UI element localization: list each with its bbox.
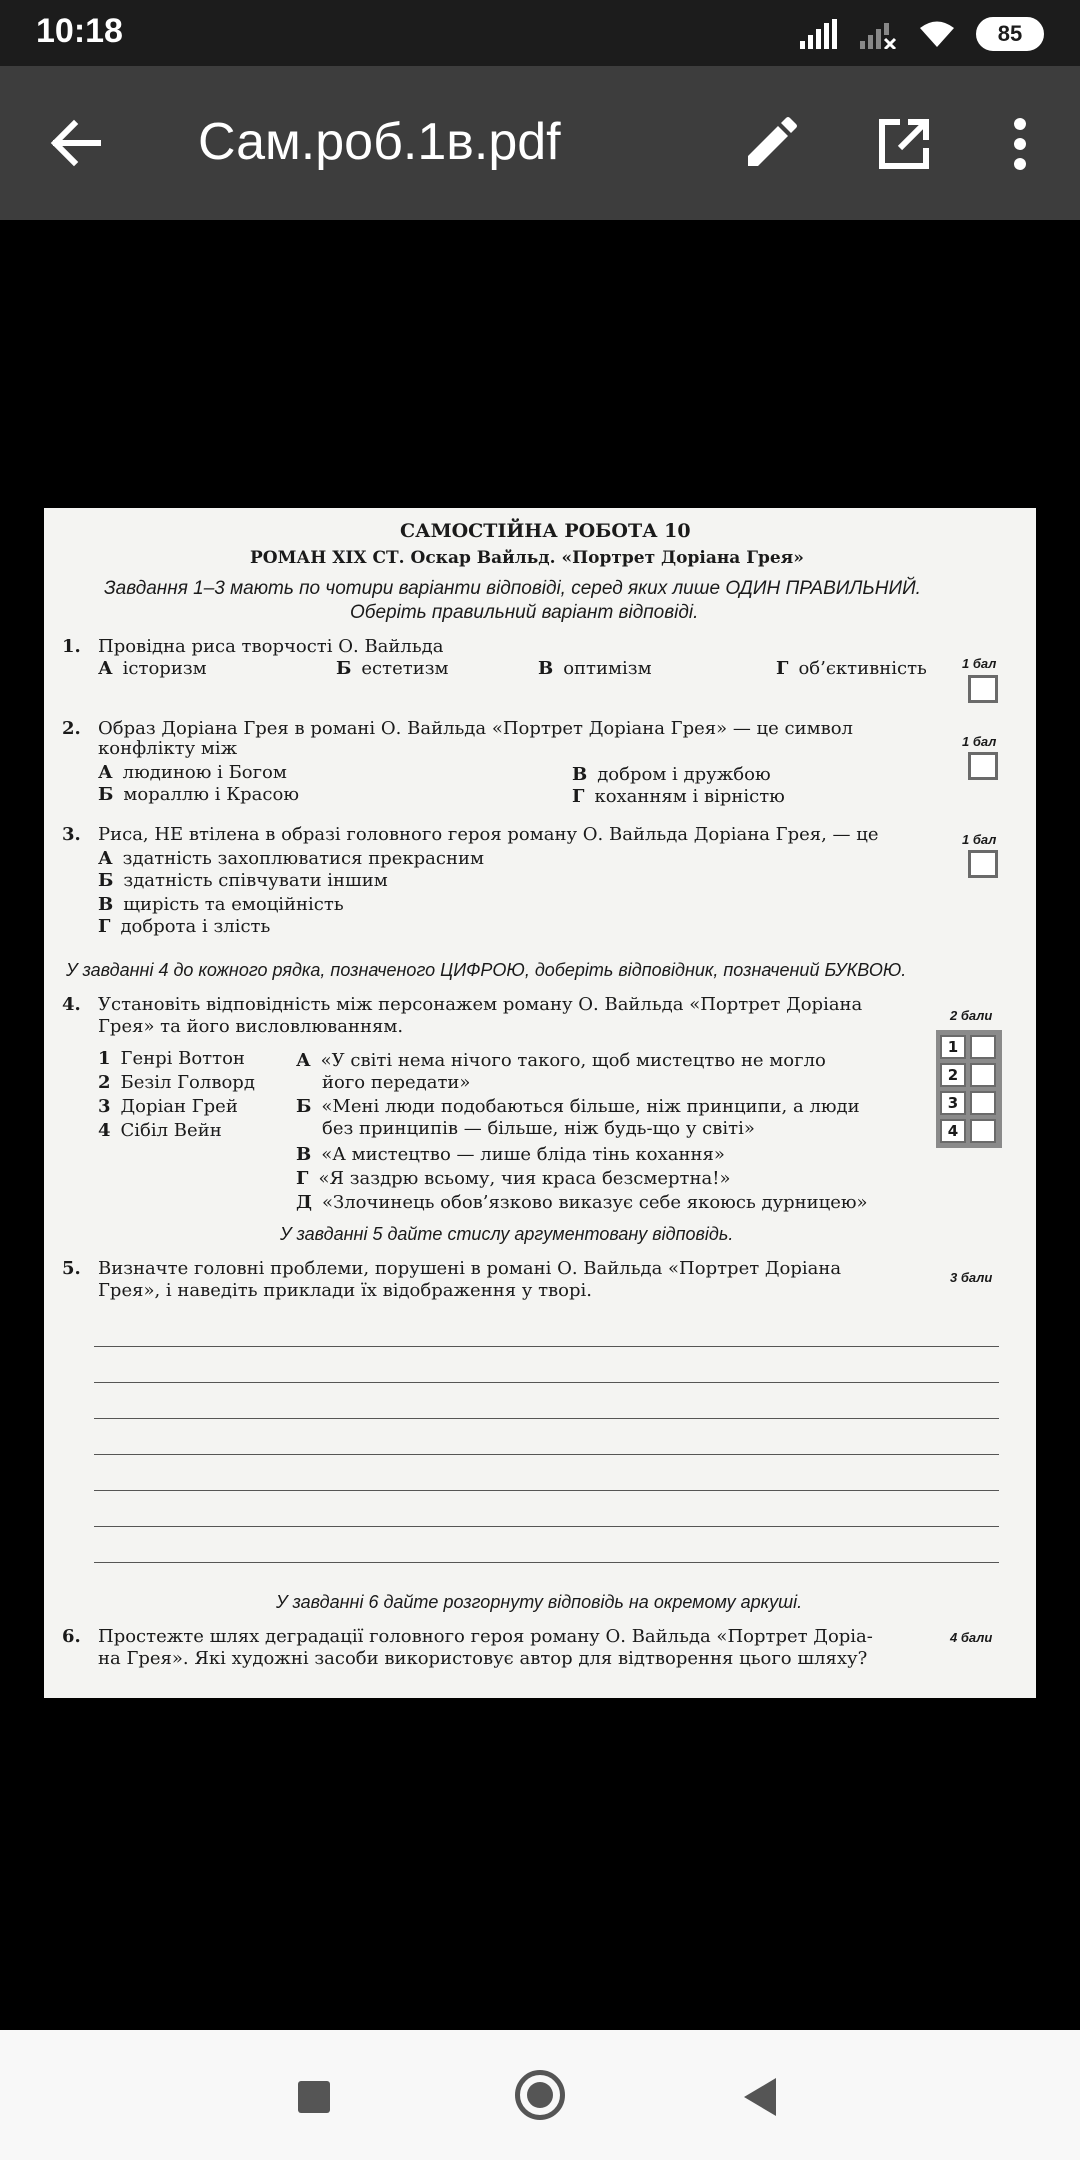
q2-option-d: Г коханням і вірністю — [572, 786, 785, 807]
wifi-icon — [918, 19, 956, 49]
doc-subtitle: РОМАН XIX СТ. Оскар Вайльд. «Портрет Доріана Грея» — [250, 548, 804, 568]
answer-line[interactable] — [94, 1562, 999, 1563]
q5-points: 3 бали — [950, 1270, 993, 1285]
pencil-icon[interactable] — [740, 114, 800, 174]
q4-points: 2 бали — [950, 1008, 993, 1023]
question-number: 6. — [62, 1626, 81, 1647]
answer-line[interactable] — [94, 1526, 999, 1527]
q2-option-b: Б мораллю і Красою — [98, 784, 299, 805]
q3-points: 1 бал — [962, 832, 997, 847]
q4-char-3: 3 Доріан Грей — [98, 1096, 238, 1117]
q4-quote-a-cont: його передати» — [322, 1072, 471, 1093]
q1-points: 1 бал — [962, 656, 997, 671]
q4-line1: Установіть відповідність між персонажем роману О. Вайльда «Портрет Доріана — [98, 994, 863, 1015]
q3-option-c: В щирість та емоційність — [98, 894, 344, 915]
q4-quote-c: В «А мистецтво — лише бліда тінь кохання» — [296, 1144, 725, 1165]
q2-line2: конфлікту між — [98, 738, 238, 759]
q1-option-c: В оптимізм — [538, 658, 652, 679]
recents-square-icon[interactable] — [298, 2081, 330, 2113]
back-triangle-icon[interactable] — [744, 2078, 776, 2116]
q5-line2: Грея», і наведіть приклади їх відображення у творі. — [98, 1280, 593, 1301]
instruction-1a: Завдання 1–3 мають по чотири варіанти відповіді, серед яких лише ОДИН ПРАВИЛЬНИЙ. — [104, 578, 921, 599]
q2-line1: Образ Доріана Грея в романі О. Вайльда «Портрет Доріана Грея» — це символ — [98, 718, 853, 739]
q4-answer-box-1[interactable] — [970, 1035, 996, 1059]
q4-quote-b: Б «Мені люди подобаються більше, ніж принципи, а люди — [296, 1096, 860, 1117]
pdf-viewer[interactable] — [0, 220, 1080, 2030]
answer-line[interactable] — [94, 1382, 999, 1383]
q1-text: Провідна риса творчості О. Вайльда — [98, 636, 444, 657]
q2-points: 1 бал — [962, 734, 997, 749]
q4-answer-box-2[interactable] — [970, 1063, 996, 1087]
q1-answer-box[interactable] — [968, 675, 998, 703]
status-bar — [0, 0, 1080, 66]
answer-line[interactable] — [94, 1346, 999, 1347]
q1-option-d: Г об’єктивність — [776, 658, 927, 679]
q1-option-a: А історизм — [98, 658, 207, 679]
answer-line[interactable] — [94, 1418, 999, 1419]
instruction-3: У завданні 5 дайте стислу аргументовану відповідь. — [280, 1224, 734, 1244]
instruction-2: У завданні 4 до кожного рядка, позначеного ЦИФРОЮ, доберіть відповідник, позначений БУКВОЮ. — [66, 960, 907, 980]
q6-line2: на Грея». Які художні засоби використовує автор для відтворення цього шляху? — [98, 1648, 868, 1669]
home-circle-icon[interactable] — [515, 2070, 565, 2120]
q2-answer-box[interactable] — [968, 752, 998, 780]
q4-grid-label: 1 — [940, 1035, 966, 1059]
q6-line1: Простежте шлях деградації головного героя роману О. Вайльда «Портрет Доріа- — [98, 1626, 873, 1647]
signal-no-sim-icon — [858, 19, 898, 49]
q3-option-d: Г доброта і злість — [98, 916, 271, 937]
q4-quote-e: Д «Злочинець обов’язково виказує себе якоюсь дурницею» — [296, 1192, 868, 1213]
q4-char-4: 4 Сібіл Вейн — [98, 1120, 222, 1141]
q6-points: 4 бали — [950, 1630, 993, 1645]
q3-answer-box[interactable] — [968, 850, 998, 878]
navigation-bar — [0, 2030, 1080, 2160]
instruction-1b: Оберіть правильний варіант відповіді. — [350, 602, 699, 623]
pdf-page — [44, 508, 1036, 1698]
q4-answer-box-4[interactable] — [970, 1119, 996, 1143]
q4-char-1: 1 Генрі Воттон — [98, 1048, 245, 1069]
q4-line2: Грея» та його висловлюванням. — [98, 1016, 404, 1037]
q3-option-b: Б здатність співчувати іншим — [98, 870, 388, 891]
q4-grid-label: 3 — [940, 1091, 966, 1115]
status-icons — [798, 14, 1044, 54]
document-title: Сам.роб.1в.pdf — [198, 113, 561, 171]
q4-char-2: 2 Безіл Голворд — [98, 1072, 255, 1093]
q4-answer-box-3[interactable] — [970, 1091, 996, 1115]
open-in-new-icon[interactable] — [874, 114, 934, 174]
q4-quote-d: Г «Я заздрю всьому, чия краса безсмертна!» — [296, 1168, 731, 1189]
question-number: 4. — [62, 994, 81, 1015]
instruction-4: У завданні 6 дайте розгорнуту відповідь на окремому аркуші. — [276, 1592, 803, 1612]
q2-option-a: А людиною і Богом — [98, 762, 287, 783]
question-number: 1. — [62, 636, 81, 657]
status-time: 10:18 — [36, 12, 123, 50]
signal-icon — [798, 19, 838, 49]
q4-quote-b-cont: без принципів — більше, ніж будь-що у світі» — [322, 1118, 755, 1139]
q2-option-c: В добром і дружбою — [572, 764, 771, 785]
answer-line[interactable] — [94, 1490, 999, 1491]
q4-grid-label: 2 — [940, 1063, 966, 1087]
arrow-back-icon[interactable] — [46, 113, 106, 173]
question-number: 5. — [62, 1258, 81, 1279]
app-bar — [0, 66, 1080, 220]
q1-option-b: Б естетизм — [336, 658, 449, 679]
battery-indicator: 85 — [976, 17, 1044, 51]
doc-title: САМОСТІЙНА РОБОТА 10 — [400, 520, 691, 542]
q3-option-a: А здатність захоплюватися прекрасним — [98, 848, 484, 869]
q4-quote-a: А «У світі нема нічого такого, щоб мистецтво не могло — [296, 1050, 826, 1071]
question-number: 2. — [62, 718, 81, 739]
q5-line1: Визначте головні проблеми, порушені в романі О. Вайльда «Портрет Доріана — [98, 1258, 842, 1279]
q3-text: Риса, НЕ втілена в образі головного героя роману О. Вайльда Доріана Грея, — це — [98, 824, 879, 845]
answer-line[interactable] — [94, 1454, 999, 1455]
question-number: 3. — [62, 824, 81, 845]
q4-grid-label: 4 — [940, 1119, 966, 1143]
more-vert-icon[interactable] — [1000, 114, 1040, 174]
